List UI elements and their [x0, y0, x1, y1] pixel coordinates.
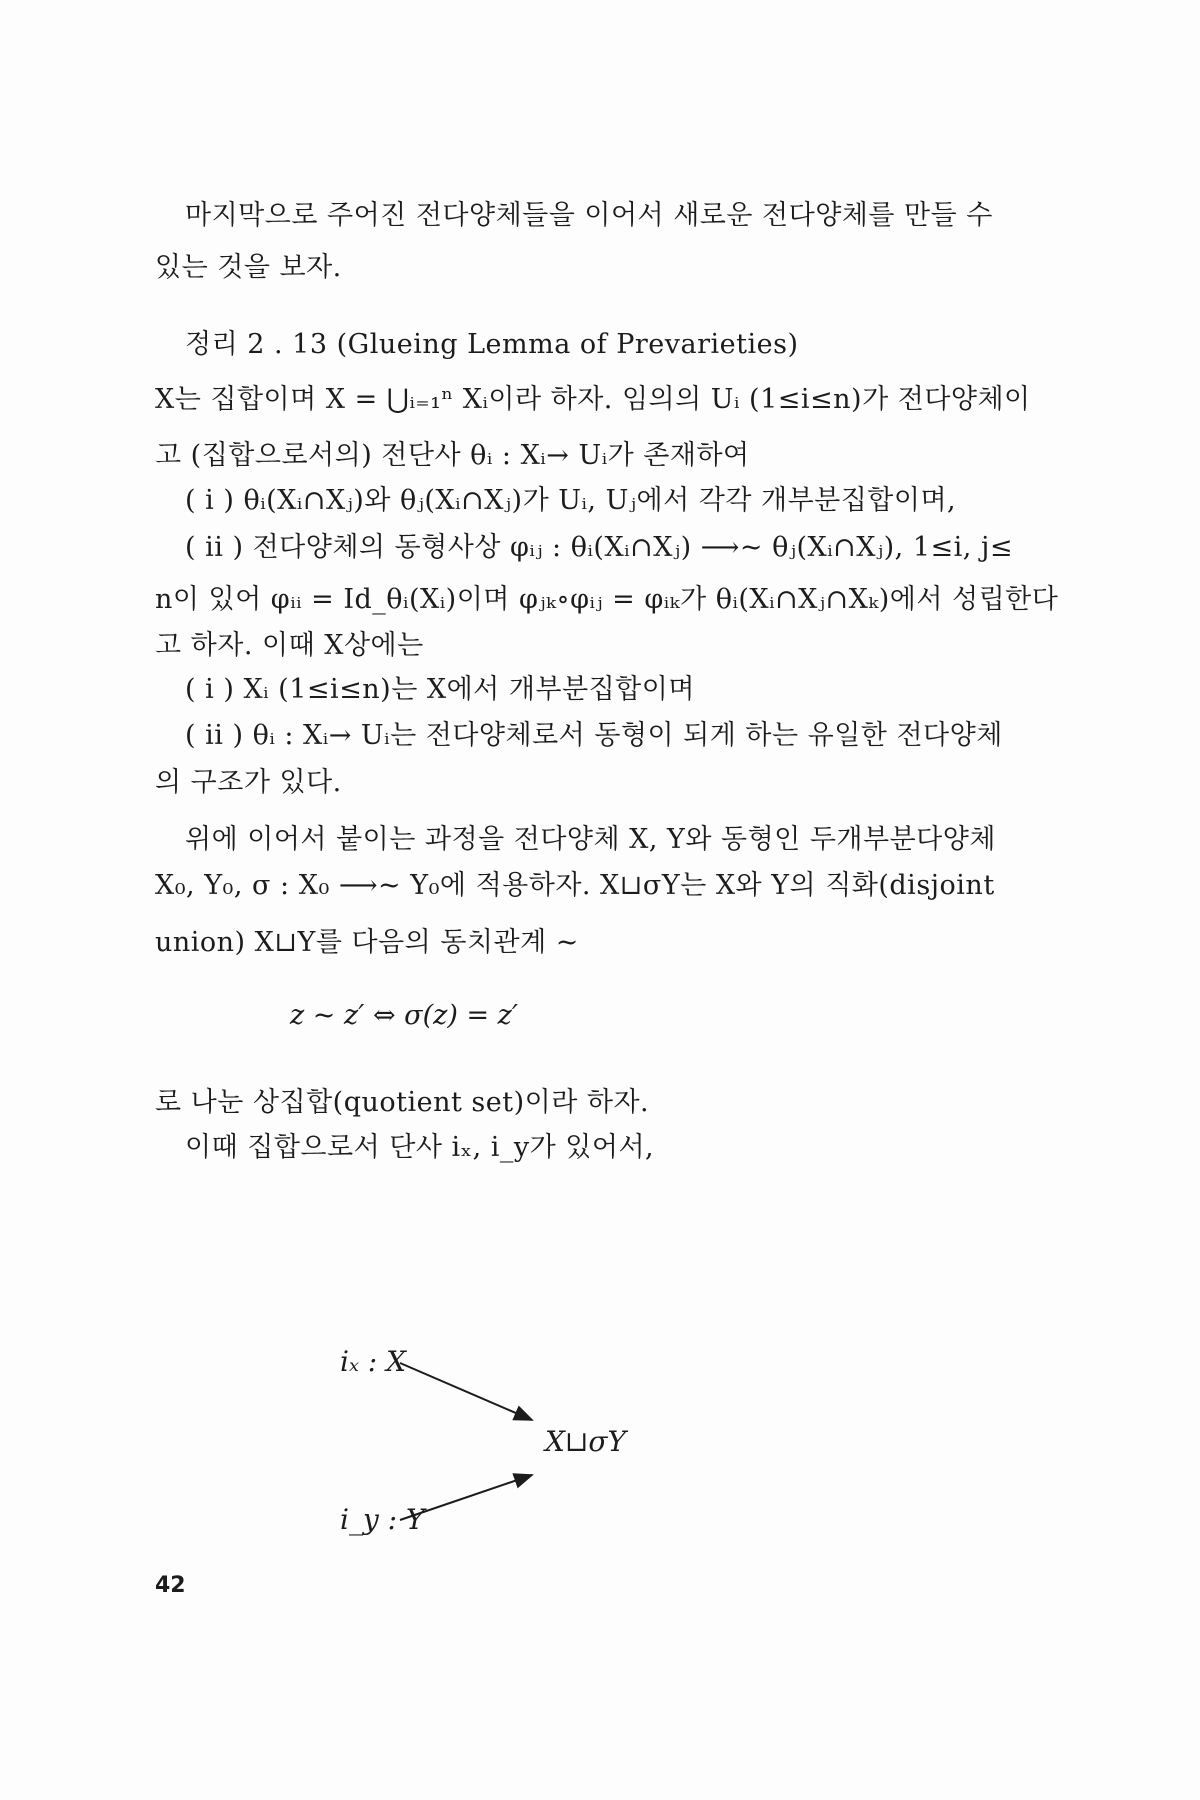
paragraph2-after-line: 이때 집합으로서 단사 iₓ, i_y가 있어서, — [185, 1132, 655, 1163]
page-number: 42 — [155, 1573, 186, 1598]
paragraph2-line: union) X⊔Y를 다음의 동치관계 ~ — [155, 927, 579, 958]
paragraph2-after-line: 로 나눈 상집합(quotient set)이라 하자. — [155, 1087, 650, 1118]
arrow-ix — [400, 1363, 532, 1420]
theorem-line: ( ii ) 전다양체의 동형사상 φᵢⱼ : θᵢ(Xᵢ∩Xⱼ) ⟶~ θⱼ(Xᵢ∩Xⱼ), 1≤i, j≤ — [185, 532, 1013, 563]
paragraph1-line1: 마지막으로 주어진 전다양체들을 이어서 새로운 전다양체를 만들 수 — [185, 200, 993, 231]
theorem-heading: 정리 2 . 13 (Glueing Lemma of Prevarieties) — [185, 329, 799, 360]
theorem-line: ( i ) θᵢ(Xᵢ∩Xⱼ)와 θⱼ(Xᵢ∩Xⱼ)가 Uᵢ, Uⱼ에서 각각 개부분집합이며, — [185, 485, 957, 516]
ix-label: iₓ : X — [340, 1345, 407, 1378]
paragraph2-line: X₀, Y₀, σ : X₀ ⟶~ Y₀에 적용하자. X⊔σY는 X와 Y의 직화(disjoint — [155, 870, 995, 901]
theorem-line: X는 집합이며 X = ⋃ᵢ₌₁ⁿ Xᵢ이라 하자. 임의의 Uᵢ (1≤i≤n)가 전다양체이 — [155, 384, 1031, 415]
equivalence-formula: z ~ z′ ⇔ σ(z) = z′ — [290, 1000, 519, 1031]
theorem-line: 고 하자. 이때 X상에는 — [155, 630, 424, 661]
theorem-line: 고 (집합으로서의) 전단사 θᵢ : Xᵢ→ Uᵢ가 존재하여 — [155, 440, 750, 471]
paragraph2-line: 위에 이어서 붙이는 과정을 전다양체 X, Y와 동형인 두개부분다양체 — [185, 824, 996, 855]
injection-diagram — [340, 1345, 760, 1535]
theorem-line: n이 있어 φᵢᵢ = Id_θᵢ(Xᵢ)이며 φⱼₖ∘φᵢⱼ = φᵢₖ가 θᵢ(Xᵢ∩Xⱼ∩Xₖ)에서 성립한다 — [155, 584, 1059, 615]
paragraph1-line2: 있는 것을 보자. — [155, 252, 342, 283]
union-label: X⊔σY — [545, 1425, 626, 1458]
iy-label: i_y : Y — [340, 1503, 425, 1536]
theorem-line: ( i ) Xᵢ (1≤i≤n)는 X에서 개부분집합이며 — [185, 674, 695, 705]
theorem-line: 의 구조가 있다. — [155, 767, 342, 798]
theorem-line: ( ii ) θᵢ : Xᵢ→ Uᵢ는 전다양체로서 동형이 되게 하는 유일한 전다양체 — [185, 720, 1003, 751]
